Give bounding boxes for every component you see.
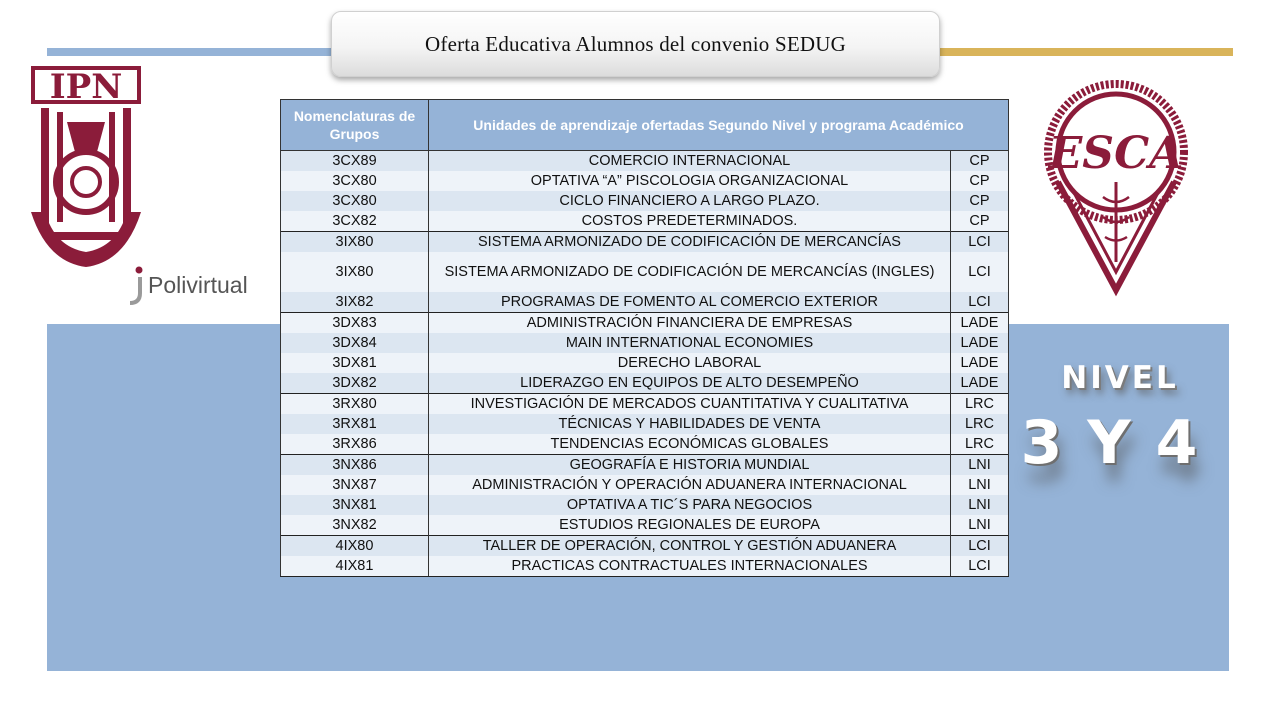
cell-unit: TENDENCIAS ECONÓMICAS GLOBALES [429, 434, 951, 455]
table-row [281, 394, 1009, 415]
cell-unit: INVESTIGACIÓN DE MERCADOS CUANTITATIVA Y CUALITATIVA [429, 394, 951, 415]
cell-group: 3RX81 [281, 414, 429, 434]
header-groups: Nomenclaturas de Grupos [281, 100, 429, 151]
cell-program: LCI [951, 536, 1009, 557]
table-row [281, 232, 1009, 253]
cell-program: LRC [951, 434, 1009, 455]
polivirtual-logo [128, 262, 273, 308]
cell-group: 3NX87 [281, 475, 429, 495]
course-offer-table [280, 99, 1009, 577]
cell-unit: GEOGRAFÍA E HISTORIA MUNDIAL [429, 455, 951, 476]
table-row [281, 414, 1009, 434]
table-row [281, 556, 1009, 577]
cell-unit: PRACTICAS CONTRACTUALES INTERNACIONALES [429, 556, 951, 577]
cell-group: 3CX82 [281, 211, 429, 232]
table-row [281, 313, 1009, 334]
cell-group: 3DX82 [281, 373, 429, 394]
cell-group: 3NX82 [281, 515, 429, 536]
polivirtual-mark-icon [128, 265, 146, 305]
ipn-logo-text: IPN [49, 67, 123, 107]
title-box [331, 11, 940, 77]
cell-group: 3RX80 [281, 394, 429, 415]
cell-group: 3NX86 [281, 455, 429, 476]
cell-program: LNI [951, 455, 1009, 476]
cell-unit: LIDERAZGO EN EQUIPOS DE ALTO DESEMPEÑO [429, 373, 951, 394]
cell-unit: TALLER DE OPERACIÓN, CONTROL Y GESTIÓN ADUANERA [429, 536, 951, 557]
cell-program: LADE [951, 353, 1009, 373]
cell-group: 3DX84 [281, 333, 429, 353]
header-units: Unidades de aprendizaje ofertadas Segundo Nivel y programa Académico [429, 100, 1009, 151]
table-row [281, 495, 1009, 515]
polivirtual-text: Polivirtual [148, 271, 248, 298]
cell-group: 3NX81 [281, 495, 429, 515]
cell-group: 3DX83 [281, 313, 429, 334]
cell-unit: ADMINISTRACIÓN Y OPERACIÓN ADUANERA INTERNACIONAL [429, 475, 951, 495]
cell-unit: ESTUDIOS REGIONALES DE EUROPA [429, 515, 951, 536]
cell-unit: COMERCIO INTERNACIONAL [429, 151, 951, 172]
cell-program: LCI [951, 292, 1009, 313]
table-row [281, 455, 1009, 476]
cell-unit: OPTATIVA “A” PISCOLOGIA ORGANIZACIONAL [429, 171, 951, 191]
cell-program: LCI [951, 252, 1009, 292]
cell-program: LADE [951, 373, 1009, 394]
cell-program: LNI [951, 495, 1009, 515]
table-row [281, 191, 1009, 211]
cell-program: LCI [951, 556, 1009, 577]
header-accent-bar-gold [935, 48, 1233, 56]
cell-group: 3CX80 [281, 171, 429, 191]
cell-unit: ADMINISTRACIÓN FINANCIERA DE EMPRESAS [429, 313, 951, 334]
level-label: NIVEL [1061, 360, 1179, 396]
header-accent-bar-blue [47, 48, 337, 56]
cell-unit: DERECHO LABORAL [429, 353, 951, 373]
cell-program: CP [951, 191, 1009, 211]
table-row [281, 536, 1009, 557]
esca-logo-text: ESCA [1048, 128, 1184, 179]
cell-unit: SISTEMA ARMONIZADO DE CODIFICACIÓN DE MERCANCÍAS [429, 232, 951, 253]
table-row [281, 333, 1009, 353]
cell-group: 3IX80 [281, 232, 429, 253]
cell-program: LADE [951, 333, 1009, 353]
level-value: 3 Y 4 [1020, 408, 1200, 478]
cell-program: LRC [951, 414, 1009, 434]
cell-group: 3IX80 [281, 252, 429, 292]
table-row [281, 515, 1009, 536]
cell-unit: MAIN INTERNATIONAL ECONOMIES [429, 333, 951, 353]
table-row [281, 353, 1009, 373]
cell-unit: COSTOS PREDETERMINADOS. [429, 211, 951, 232]
cell-group: 3IX82 [281, 292, 429, 313]
cell-group: 3CX80 [281, 191, 429, 211]
cell-group: 4IX80 [281, 536, 429, 557]
cell-group: 3DX81 [281, 353, 429, 373]
cell-unit: CICLO FINANCIERO A LARGO PLAZO. [429, 191, 951, 211]
table-row [281, 252, 1009, 292]
table-row [281, 475, 1009, 495]
cell-program: LRC [951, 394, 1009, 415]
cell-program: LADE [951, 313, 1009, 334]
cell-program: CP [951, 211, 1009, 232]
cell-program: CP [951, 171, 1009, 191]
cell-group: 3CX89 [281, 151, 429, 172]
cell-program: LNI [951, 515, 1009, 536]
table-header-row [281, 100, 1009, 151]
table-row [281, 151, 1009, 172]
cell-program: CP [951, 151, 1009, 172]
table-row [281, 211, 1009, 232]
cell-unit: TÉCNICAS Y HABILIDADES DE VENTA [429, 414, 951, 434]
table-row [281, 434, 1009, 455]
page-title: Oferta Educativa Alumnos del convenio SEDUG [425, 31, 846, 56]
ipn-logo-icon [27, 62, 145, 272]
cell-group: 4IX81 [281, 556, 429, 577]
table-row [281, 292, 1009, 313]
cell-unit: SISTEMA ARMONIZADO DE CODIFICACIÓN DE MERCANCÍAS (INGLES) [429, 252, 951, 292]
cell-unit: PROGRAMAS DE FOMENTO AL COMERCIO EXTERIOR [429, 292, 951, 313]
cell-program: LNI [951, 475, 1009, 495]
esca-logo-icon [1031, 72, 1201, 297]
table-row [281, 373, 1009, 394]
cell-group: 3RX86 [281, 434, 429, 455]
cell-program: LCI [951, 232, 1009, 253]
table-row [281, 171, 1009, 191]
cell-unit: OPTATIVA A TIC´S PARA NEGOCIOS [429, 495, 951, 515]
